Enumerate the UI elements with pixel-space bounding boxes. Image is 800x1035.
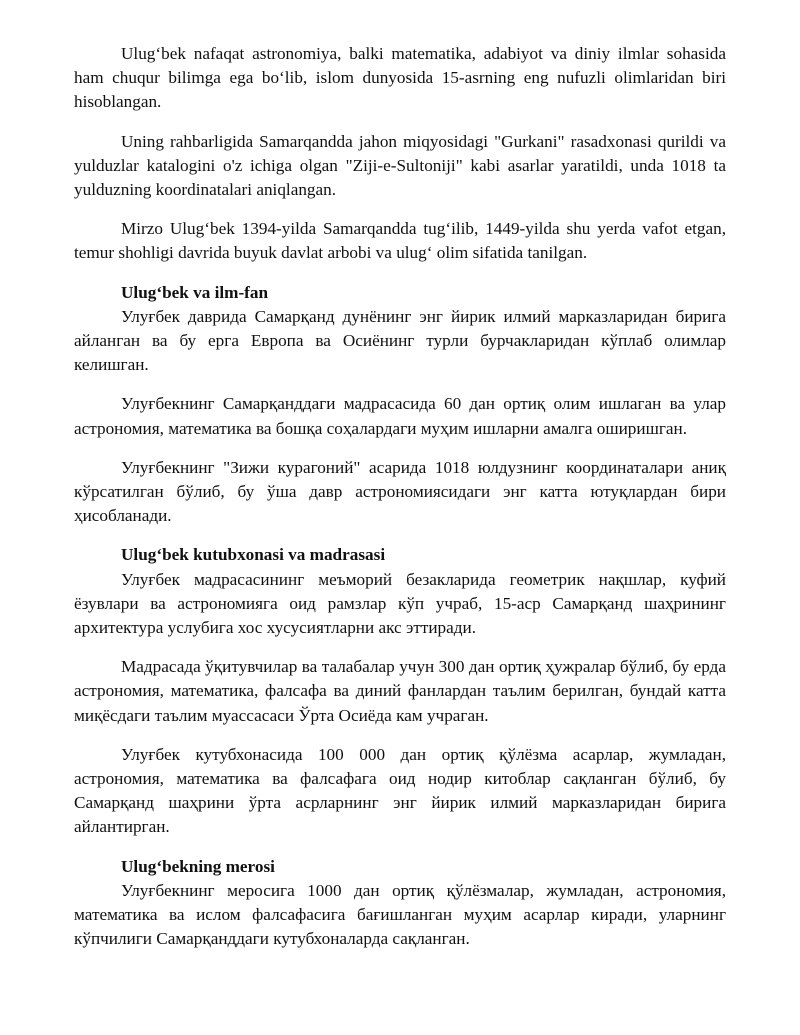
document-page [74,42,726,952]
body-paragraph: Улуғбекнинг Самарқанддаги мадрасасида 60 дан ортиқ олим ишлаган ва улар астрономия, математика ва бошқа соҳалардаги муҳим ишларни амалга оширишган. [74,394,726,438]
intro-paragraph: Mirzo Ulug‘bek 1394-yilda Samarqandda tug‘ilib, 1449-yilda shu yerda vafot etgan, temur shohligi davrida buyuk davlat arbobi va ulug‘ olim sifatida tanilgan. [74,219,726,263]
intro-paragraph: Uning rahbarligida Samarqandda jahon miqyosidagi "Gurkani" rasadxonasi qurildi va yulduzlar katalogini o'z ichiga olgan "Ziji-e-Sultoniji" kabi asarlar yaratildi, unda 1018 ta yulduzning koordinatalari aniqlangan. [74,131,726,200]
body-paragraph: Мадрасада ўқитувчилар ва талабалар учун 300 дан ортиқ ҳужралар бўлиб, бу ерда астрономия, математика, фалсафа ва диний фанлардан таълим берилган, бундай катта миқёсдаги таълим муассасаси Ўрта Осиёда кам учраган. [74,657,726,725]
section-heading-legacy: Ulug‘bekning merosi [121,856,275,876]
intro-paragraph: Ulug‘bek nafaqat astronomiya, balki matematika, adabiyot va diniy ilmlar sohasida ham chuqur bilimga ega bo‘lib, islom dunyosida 15-asrning eng nufuzli olimlaridan biri hisoblangan. [74,44,726,112]
body-paragraph: Улуғбек мадрасасининг меъморий безакларида геометрик нақшлар, куфий ёзувлари ва астрономияга оид рамзлар кўп учраб, 15-аср Самарқанд шаҳрининг архитектура услубига хос хусусиятларни акс эттиради. [74,569,726,638]
body-paragraph: Улуғбек даврида Самарқанд дунёнинг энг йирик илмий марказларидан бирига айланган ва бу ерга Европа ва Осиёнинг турли бурчакларидан кўплаб олимлар келишган. [74,306,726,375]
section-heading-library: Ulug‘bek kutubxonasi va madrasasi [121,545,386,565]
body-paragraph: Улуғбекнинг меросига 1000 дан ортиқ қўлёзмалар, жумладан, астрономия, математика ва ислом фалсафасига бағишланган муҳим асарлар киради, уларнинг кўпчилиги Самарқанддаги кутубхоналарда сақланган. [74,880,726,949]
body-paragraph: Улуғбекнинг "Зижи курагоний" асарида 1018 юлдузнинг координаталари аниқ кўрсатилган бўлиб, бу ўша давр астрономиясидаги энг катта ютуқлардан бири ҳисобланади. [74,457,726,526]
body-paragraph: Улуғбек кутубхонасида 100 000 дан ортиқ қўлёзма асарлар, жумладан, астрономия, математика ва фалсафага оид нодир китоблар сақланган бўлиб, бу Самарқанд шаҳрини ўрта асрларнинг энг йирик илмий марказларидан бирига айлантирган. [74,744,726,837]
section-heading-science: Ulug‘bek va ilm-fan [121,282,269,302]
